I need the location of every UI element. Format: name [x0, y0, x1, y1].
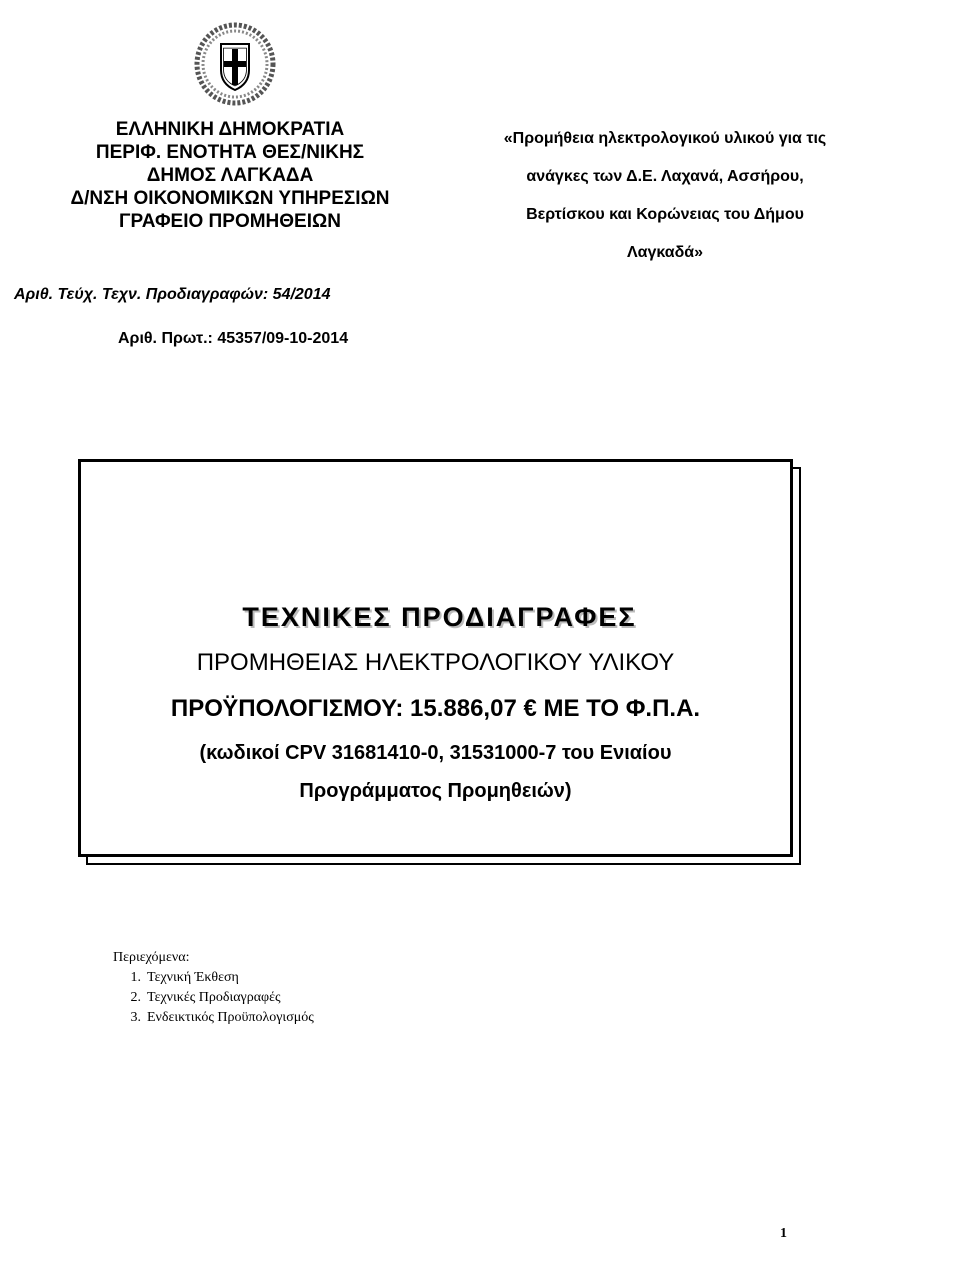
authority-line-region: ΠΕΡΙΦ. ΕΝΟΤΗΤΑ ΘΕΣ/ΝΙΚΗΣ	[95, 142, 365, 163]
procurement-subject	[455, 120, 875, 272]
title-box	[78, 459, 793, 857]
subject-line: ανάγκες των Δ.Ε. Λαχανά, Ασσήρου,	[526, 168, 804, 185]
protocol-number: Αριθ. Πρωτ.: 45357/09-10-2014	[118, 330, 349, 347]
contents-item: 3. Ενδεικτικός Προϋπολογισμός	[130, 1010, 314, 1025]
authority-line-municipality: ΔΗΜΟΣ ΛΑΓΚΑΔΑ	[146, 165, 314, 186]
authority-line-office: ΓΡΑΦΕΙΟ ΠΡΟΜΗΘΕΙΩΝ	[119, 211, 341, 232]
subject-line: «Προμήθεια ηλεκτρολογικού υλικού για τις	[503, 130, 827, 147]
spec-number: Αριθ. Τεύχ. Τεχν. Προδιαγραφών: 54/2014	[14, 286, 331, 303]
contents-item: 1. Τεχνική Έκθεση	[130, 970, 239, 985]
document-title: ΤΕΧΝΙΚΕΣ ΠΡΟΔΙΑΓΡΑΦΕΣ	[242, 602, 637, 632]
title-line-supply: ΠΡΟΜΗΘΕΙΑΣ ΗΛΕΚΤΡΟΛΟΓΙΚΟΥ ΥΛΙΚΟΥ	[196, 649, 675, 676]
title-line-cpv: (κωδικοί CPV 31681410-0, 31531000-7 του Ενιαίου	[199, 742, 672, 764]
issuing-authority-block	[60, 118, 400, 233]
title-line-program: Προγράμματος Προμηθειών)	[299, 780, 572, 802]
contents-heading: Περιεχόμενα:	[113, 950, 190, 965]
title-line-budget: ΠΡΟΫΠΟΛΟΓΙΣΜΟΥ: 15.886,07 € ΜΕ ΤΟ Φ.Π.Α.	[170, 695, 701, 722]
page-number: 1	[780, 1226, 787, 1241]
subject-line: Λαγκαδά»	[626, 244, 704, 261]
subject-line: Βερτίσκου και Κορώνειας του Δήμου	[526, 206, 804, 223]
authority-line-country: ΕΛΛΗΝΙΚΗ ΔΗΜΟΚΡΑΤΙΑ	[115, 119, 345, 140]
authority-line-directorate: Δ/ΝΣΗ ΟΙΚΟΝΟΜΙΚΩΝ ΥΠΗΡΕΣΙΩΝ	[70, 188, 390, 209]
table-of-contents	[113, 948, 314, 1028]
greek-coat-of-arms-icon	[193, 22, 277, 106]
contents-item: 2. Τεχνικές Προδιαγραφές	[130, 990, 281, 1005]
